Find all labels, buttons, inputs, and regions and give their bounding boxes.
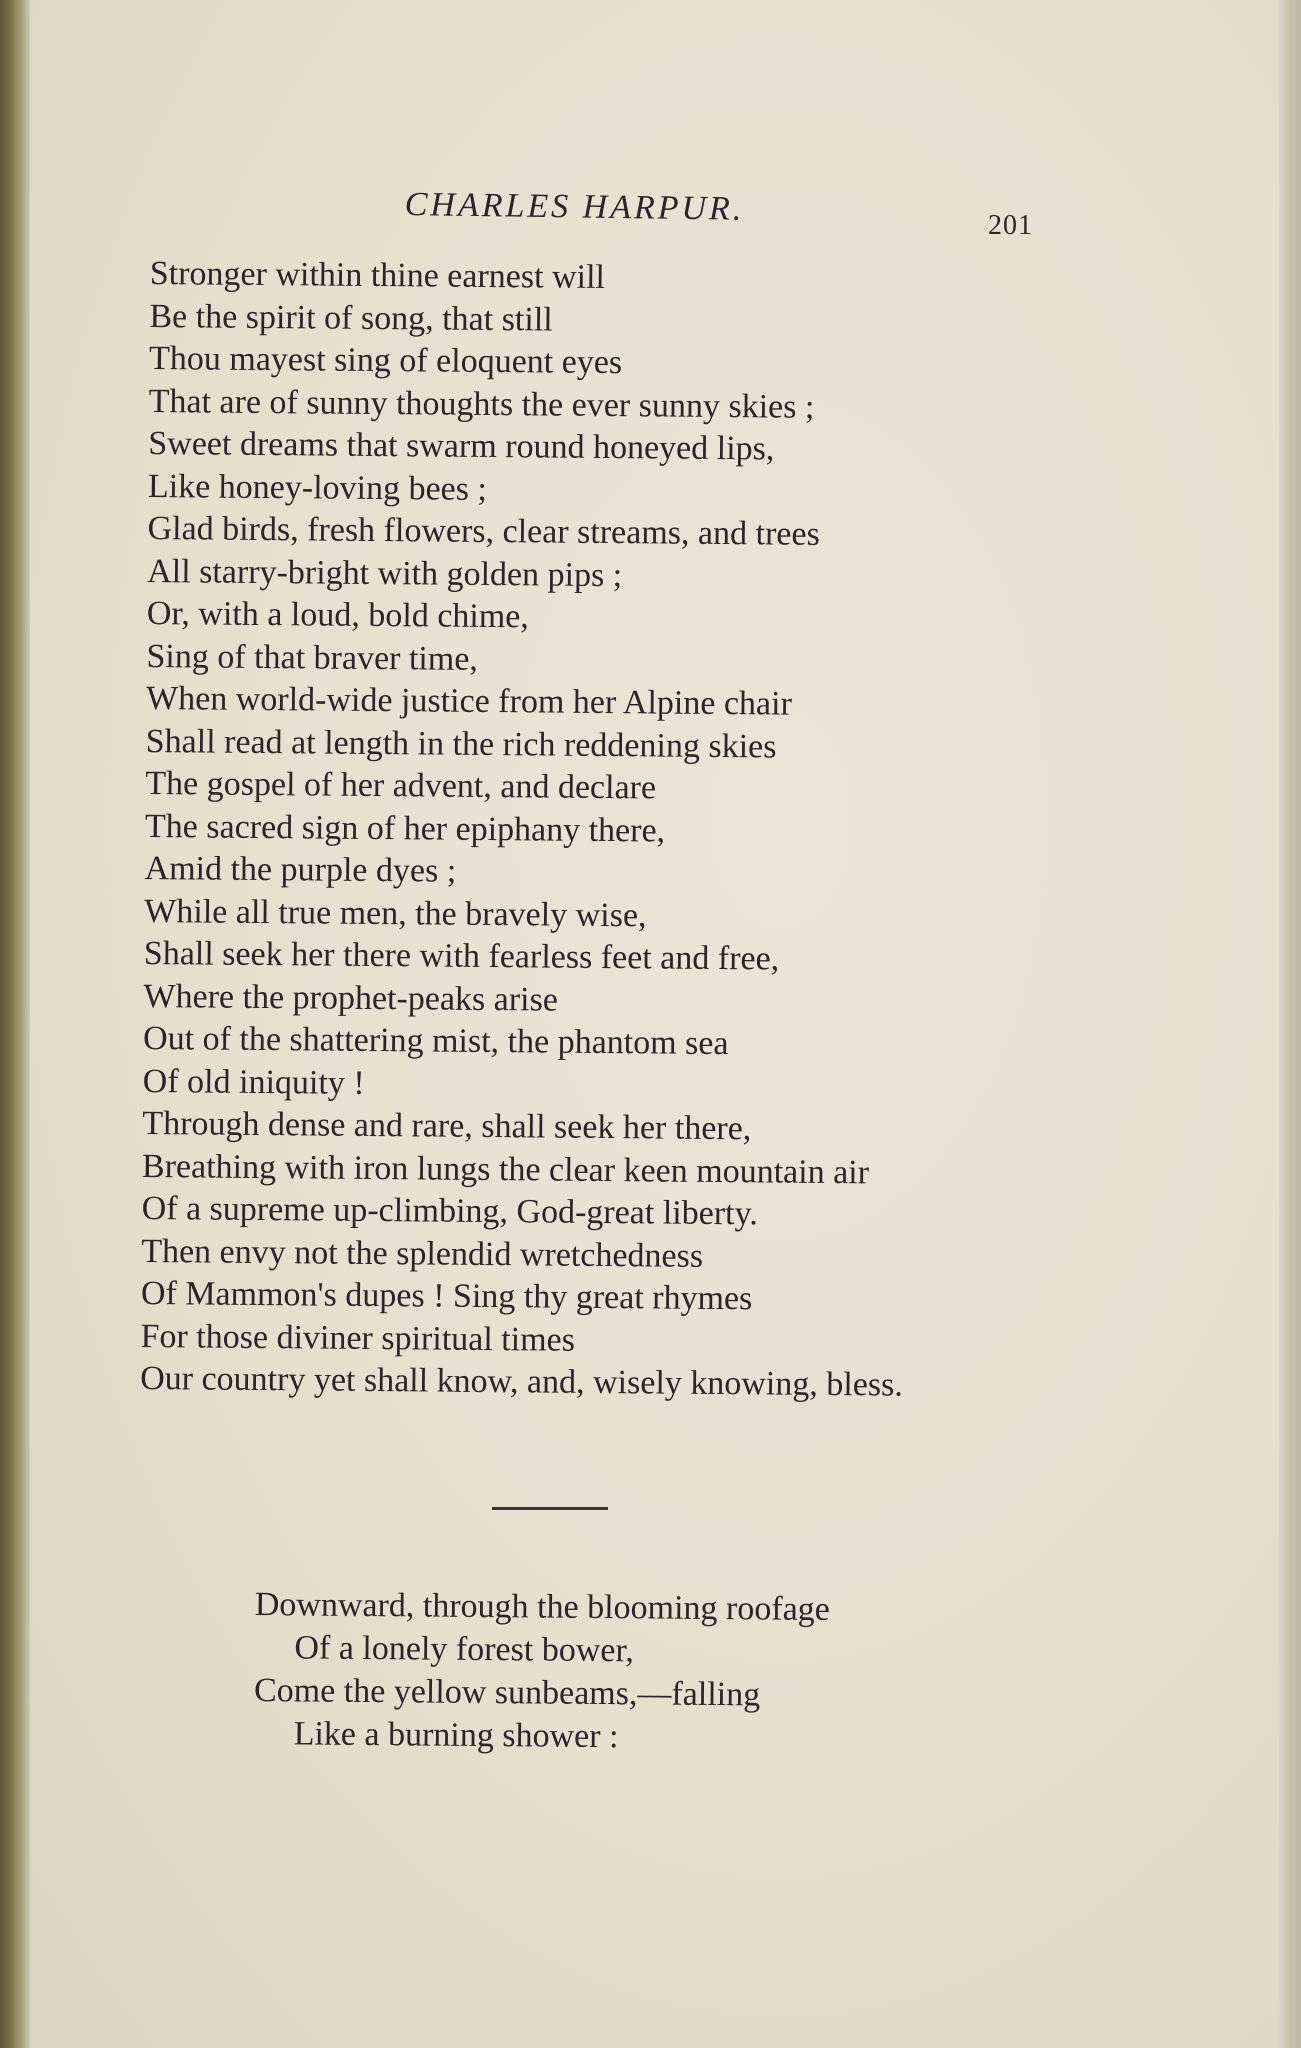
poem-line: While all true men, the bravely wise, bbox=[144, 892, 647, 934]
book-binding-edge bbox=[0, 0, 30, 2048]
poem-stanza bbox=[140, 253, 1050, 1408]
poem-line: Of Mammon's dupes ! Sing thy great rhymes bbox=[140, 1274, 753, 1318]
poem-line: Breathing with iron lungs the clear keen mountain air bbox=[141, 1147, 870, 1191]
poem-line: Of a supreme up-climbing, God-great liberty. bbox=[141, 1189, 759, 1233]
poem-line: Stronger within thine earnest will bbox=[149, 254, 606, 296]
poem-line: For those diviner spiritual times bbox=[140, 1317, 576, 1359]
second-poem-stanza bbox=[253, 1583, 954, 1761]
poem-line: Like a burning shower : bbox=[293, 1715, 619, 1756]
running-head: CHARLES HARPUR. bbox=[404, 186, 745, 228]
poem-line: Through dense and rare, shall seek her there, bbox=[142, 1104, 752, 1148]
poem-line: That are of sunny thoughts the ever sunny skies ; bbox=[148, 382, 815, 426]
poem-line: Come the yellow sunbeams,—falling bbox=[253, 1671, 761, 1714]
poem-line: Shall read at length in the rich reddening skies bbox=[145, 722, 777, 765]
page-fore-edge bbox=[1279, 0, 1301, 2048]
poem-line: Shall seek her there with fearless feet and free, bbox=[143, 934, 780, 978]
poem-line: Then envy not the splendid wretchedness bbox=[141, 1232, 704, 1275]
poem-line: Amid the purple dyes ; bbox=[144, 849, 457, 890]
poem-line: Our country yet shall know, and, wisely knowing, bless. bbox=[140, 1359, 904, 1404]
poem-line: Sweet dreams that swarm round honeyed lips, bbox=[148, 424, 775, 468]
poem-line: Glad birds, fresh flowers, clear streams, and trees bbox=[147, 509, 820, 553]
poem-line: Sing of that braver time, bbox=[146, 637, 479, 678]
poem-line: All starry-bright with golden pips ; bbox=[147, 552, 623, 594]
poem-line: Or, with a loud, bold chime, bbox=[146, 594, 530, 636]
poem-line: Be the spirit of song, that still bbox=[149, 297, 553, 339]
poem-line: Like honey-loving bees ; bbox=[147, 467, 488, 508]
poem-line: Of a lonely forest bower, bbox=[294, 1629, 635, 1670]
poem-line: Out of the shattering mist, the phantom sea bbox=[142, 1019, 729, 1063]
poem-line: When world-wide justice from her Alpine chair bbox=[145, 679, 793, 723]
poem-line: Where the prophet-peaks arise bbox=[143, 977, 559, 1019]
poem-line: The gospel of her advent, and declare bbox=[145, 764, 657, 807]
poem-line: Of old iniquity ! bbox=[142, 1062, 365, 1102]
poem-line: The sacred sign of her epiphany there, bbox=[144, 807, 666, 850]
section-divider bbox=[492, 1507, 608, 1510]
page-number: 201 bbox=[988, 210, 1033, 241]
poem-line: Thou mayest sing of eloquent eyes bbox=[148, 339, 623, 382]
poem-line: Downward, through the blooming roofage bbox=[254, 1585, 830, 1629]
